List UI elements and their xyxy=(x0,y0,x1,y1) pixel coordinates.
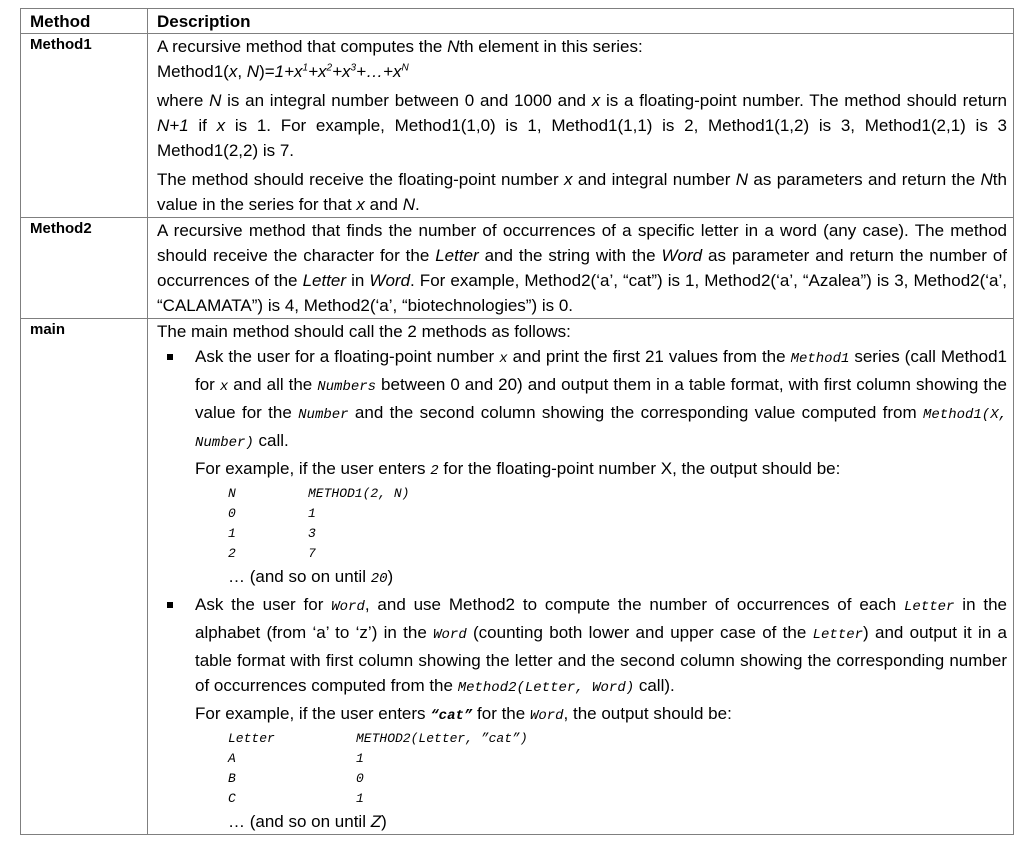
method2-text xyxy=(157,218,1007,318)
sample-tail-1: … (and so on until 20) xyxy=(228,567,394,587)
method1-formula xyxy=(157,59,1007,84)
table-row xyxy=(21,218,1014,319)
list-item xyxy=(195,344,1007,592)
method-name: Method2 xyxy=(21,218,148,319)
main-intro: The main method should call the 2 methods as follows: xyxy=(157,322,571,341)
sample-output-2: Letter METHOD2(Letter, ”cat”) A 1 B 0 C 1 xyxy=(228,731,528,806)
method1-params-text: The method should receive the floating-point number x and integral number N as parameters and return the Nth value in the series for that x and N. xyxy=(157,170,1007,214)
method-name: Method1 xyxy=(21,34,148,218)
method-name: main xyxy=(21,319,148,835)
sample-output-1: N METHOD1(2, N) 0 1 1 3 2 7 xyxy=(228,486,410,561)
bullet2-example: For example, if the user enters “cat” for the Word, the output should be: xyxy=(195,704,732,724)
header-method: Method xyxy=(21,9,148,34)
header-row xyxy=(21,9,1014,34)
method1-details-text: where N is an integral number between 0 and 1000 and x is a floating-point number. The method should return N+1 if x is 1. For example, Method1(1,0) is 1, Method1(1,1) is 2, Method1(1,2) is 3, Method1(2,1) is 3 Method1(2,2) is 7. xyxy=(157,91,1008,160)
bullet1-example: For example, if the user enters 2 for the floating-point number X, the output should be: xyxy=(195,459,841,479)
method1-intro: A recursive method that computes the Nth element in this series: xyxy=(157,37,643,56)
method2-text-body: A recursive method that finds the number of occurrences of a specific letter in a word (any case). The method should receive the character for the Letter and the string with the Word as parameter and return the number of occurrences of the Letter in Word. For example, Method2(‘a’, “cat”) is 1, Method2(‘a’, “Azalea”) is 3, Method2(‘a’, “CALAMATA”) is 4, Method2(‘a’, “biotechnologies”) is 0. xyxy=(157,221,1008,315)
method-description xyxy=(148,319,1014,835)
main-steps xyxy=(157,344,1007,834)
bullet2-text: Ask the user for Word, and use Method2 to compute the number of occurrences of each Letter in the alphabet (from ‘a’ to ‘z’) in the Word (counting both lower and upper case of the Letter) and output it in a table format with first column showing the letter and the second column showing the corresponding number of occurrences computed from the Method2(Letter, Word) call). xyxy=(195,595,1007,696)
assignment-table xyxy=(20,8,1014,835)
method1-details xyxy=(157,88,1007,163)
method-description xyxy=(148,218,1014,319)
table-row xyxy=(21,34,1014,218)
method1-params xyxy=(157,167,1007,217)
sample-tail-2: … (and so on until Z) xyxy=(228,812,387,831)
method-description xyxy=(148,34,1014,218)
header-description: Description xyxy=(148,9,1014,34)
bullet1-text: Ask the user for a floating-point number x and print the first 21 values from the Method1 series (call Method1 for x and all the Numbers between 0 and 20) and output them in a table format, with first column showing the value for the Number and the second column showing the corresponding value computed from Method1(X, Number) call. xyxy=(195,347,1008,451)
bullet-icon xyxy=(167,354,173,360)
bullet-icon xyxy=(167,602,173,608)
list-item xyxy=(195,592,1007,834)
table-row xyxy=(21,319,1014,835)
formula-text: Method1(x, $N)=1+x^1+x^2+x^3+\dots+x^N$ xyxy=(157,62,409,81)
